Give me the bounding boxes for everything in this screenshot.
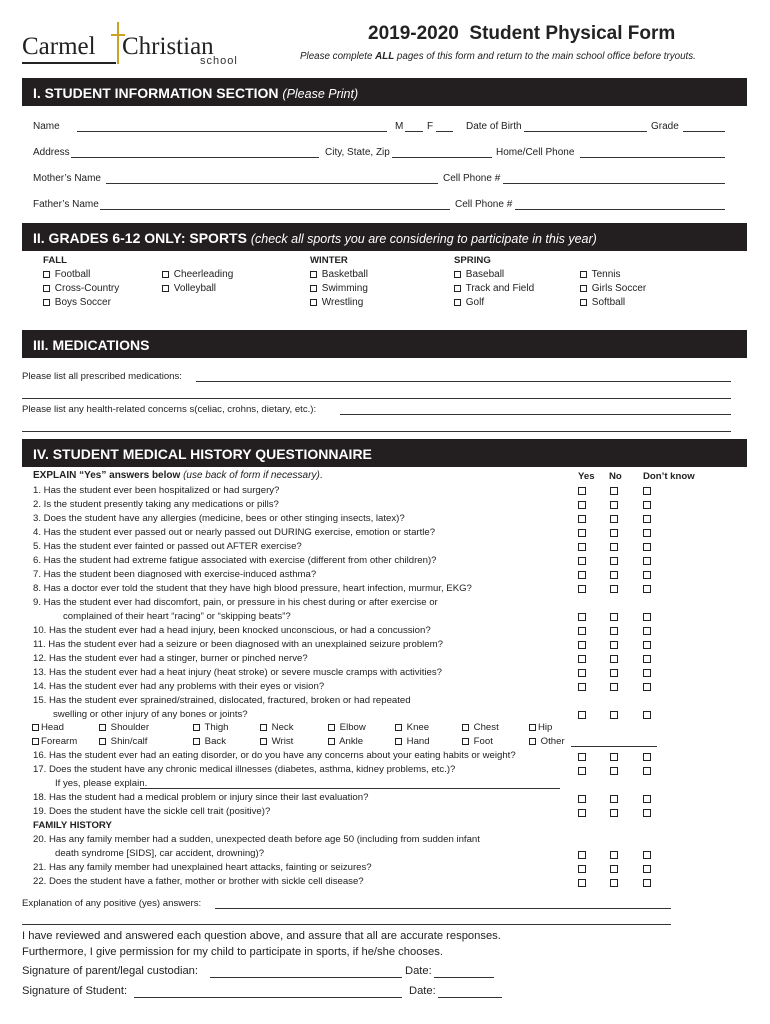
answer-yes-checkbox-21[interactable]	[578, 865, 586, 873]
answer-no-checkbox-14[interactable]	[610, 683, 618, 691]
answer-yes-checkbox-15[interactable]	[578, 711, 586, 719]
checkbox[interactable]	[310, 271, 317, 278]
sport-tennis[interactable]	[580, 269, 621, 280]
m-field[interactable]	[405, 131, 423, 132]
checkbox[interactable]	[580, 299, 587, 306]
section-2-note: (check all sports you are considering to participate in this year)	[250, 232, 597, 246]
explain-heading: EXPLAIN “Yes” answers below (use back of form if necessary).	[33, 470, 323, 481]
dob-field[interactable]	[524, 131, 647, 132]
medications-field[interactable]	[196, 381, 731, 382]
family-history-heading: FAMILY HISTORY	[33, 820, 112, 831]
answer-dont-know-checkbox-9[interactable]	[643, 613, 651, 621]
checkbox[interactable]	[454, 285, 461, 292]
section-3-title: III. MEDICATIONS	[33, 337, 150, 353]
bodypart-label: Other	[540, 736, 565, 747]
question-15: 15. Has the student ever sprained/strained, dislocated, fractured, broken or had repeated	[33, 695, 411, 706]
checkbox[interactable]	[32, 738, 39, 745]
subtitle-bold: ALL	[375, 51, 395, 62]
sport-baseball[interactable]	[454, 269, 504, 280]
sport-softball[interactable]	[580, 297, 625, 308]
answer-no-checkbox-13[interactable]	[610, 669, 618, 677]
answer-no-checkbox-3[interactable]	[610, 515, 618, 523]
bodypart-other[interactable]	[529, 736, 565, 747]
answer-no-checkbox-20[interactable]	[610, 851, 618, 859]
answer-no-checkbox-8[interactable]	[610, 585, 618, 593]
question-12: 12. Has the student ever had a stinger, burner or pinched nerve?	[33, 653, 308, 664]
question-17-explain: If yes, please explain.	[55, 778, 148, 789]
answer-dont-know-checkbox-18[interactable]	[643, 795, 651, 803]
answer-dont-know-checkbox-6[interactable]	[643, 557, 651, 565]
concerns-label: Please list any health-related concerns s(celiac, crohns, dietary, etc.):	[22, 404, 317, 415]
checkbox[interactable]	[328, 724, 335, 731]
sport-label: Tennis	[591, 269, 621, 280]
bodypart-label: Elbow	[339, 722, 366, 733]
medications-field-2[interactable]	[22, 398, 731, 399]
bodypart-forearm[interactable]	[32, 736, 77, 747]
checkbox[interactable]	[580, 285, 587, 292]
answer-no-checkbox-7[interactable]	[610, 571, 618, 579]
bodypart-back[interactable]	[193, 736, 226, 747]
sport-basketball[interactable]	[310, 269, 368, 280]
section-4-title: IV. STUDENT MEDICAL HISTORY QUESTIONNAIRE	[33, 446, 372, 462]
answer-no-checkbox-10[interactable]	[610, 627, 618, 635]
question-20-cont: death syndrome [SIDS], car accident, drowning)?	[55, 848, 265, 859]
question-20: 20. Has any family member had a sudden, unexpected death before age 50 (including from sudden infant	[33, 834, 480, 845]
section-1-header	[22, 78, 747, 106]
answer-yes-checkbox-9[interactable]	[578, 613, 586, 621]
answer-no-checkbox-16[interactable]	[610, 753, 618, 761]
mother-cell-field[interactable]	[503, 183, 725, 184]
answer-dont-know-checkbox-13[interactable]	[643, 669, 651, 677]
checkbox[interactable]	[162, 271, 169, 278]
answer-dont-know-checkbox-16[interactable]	[643, 753, 651, 761]
bodypart-label: Foot	[473, 736, 493, 747]
answer-dont-know-checkbox-4[interactable]	[643, 529, 651, 537]
answer-yes-checkbox-2[interactable]	[578, 501, 586, 509]
sport-golf[interactable]	[454, 297, 484, 308]
bodypart-head[interactable]	[32, 722, 64, 733]
answer-yes-checkbox-5[interactable]	[578, 543, 586, 551]
bodypart-shin-calf[interactable]	[99, 736, 147, 747]
sport-label: Softball	[591, 297, 626, 308]
answer-dont-know-checkbox-15[interactable]	[643, 711, 651, 719]
section-1-title: I. STUDENT INFORMATION SECTION	[33, 85, 279, 101]
checkbox[interactable]	[260, 738, 267, 745]
city-field[interactable]	[392, 157, 492, 158]
spring-heading: SPRING	[454, 255, 491, 266]
father-field[interactable]	[100, 209, 450, 210]
answer-dont-know-checkbox-22[interactable]	[643, 879, 651, 887]
answer-no-checkbox-19[interactable]	[610, 809, 618, 817]
sport-football[interactable]	[43, 269, 90, 280]
question-18: 18. Has the student had a medical problem or injury since their last evaluation?	[33, 792, 369, 803]
bodypart-hand[interactable]	[395, 736, 430, 747]
checkbox[interactable]	[454, 299, 461, 306]
sport-label: Golf	[465, 297, 485, 308]
answer-yes-checkbox-1[interactable]	[578, 487, 586, 495]
logo-underline	[22, 62, 116, 64]
bodypart-label: Ankle	[339, 736, 364, 747]
answer-dont-know-checkbox-14[interactable]	[643, 683, 651, 691]
checkbox[interactable]	[32, 724, 39, 731]
subtitle-pre: Please complete	[300, 51, 376, 62]
answer-yes-checkbox-4[interactable]	[578, 529, 586, 537]
bodypart-label: Shoulder	[110, 722, 150, 733]
sport-volleyball[interactable]	[162, 283, 216, 294]
question-11: 11. Has the student ever had a seizure or been diagnosed with an unexplained seizure problem?	[33, 639, 443, 650]
bodypart-label: Wrist	[271, 736, 294, 747]
answer-no-checkbox-21[interactable]	[610, 865, 618, 873]
sport-label: Cross-Country	[54, 283, 120, 294]
bodypart-label: Knee	[406, 722, 430, 733]
bodypart-label: Neck	[271, 722, 294, 733]
sport-cheerleading[interactable]	[162, 269, 233, 280]
parent-signature-label: Signature of parent/legal custodian:	[22, 965, 199, 977]
checkbox[interactable]	[43, 285, 50, 292]
parent-date-label: Date:	[405, 965, 432, 977]
bodypart-wrist[interactable]	[260, 736, 293, 747]
father-label: Father’s Name	[33, 199, 99, 210]
bodypart-label: Hip	[538, 722, 553, 733]
address-field[interactable]	[71, 157, 319, 158]
question-16: 16. Has the student ever had an eating disorder, or do you have any concerns about your eating habits or weight?	[33, 750, 516, 761]
bodypart-foot[interactable]	[462, 736, 493, 747]
bodypart-label: Thigh	[204, 722, 229, 733]
f-field[interactable]	[436, 131, 453, 132]
answer-yes-checkbox-18[interactable]	[578, 795, 586, 803]
name-field[interactable]	[77, 131, 387, 132]
bodypart-label: Forearm	[41, 736, 78, 747]
form-title: 2019-2020 Student Physical Form	[368, 23, 676, 44]
checkbox[interactable]	[462, 738, 469, 745]
bodypart-ankle[interactable]	[328, 736, 363, 747]
answer-dont-know-checkbox-21[interactable]	[643, 865, 651, 873]
sport-label: Cheerleading	[173, 269, 234, 280]
section-4-header	[22, 439, 747, 467]
q17-explain-field[interactable]	[140, 788, 560, 789]
student-date-label: Date:	[409, 985, 436, 997]
checkbox[interactable]	[529, 738, 536, 745]
dob-label: Date of Birth	[466, 121, 522, 132]
answer-yes-checkbox-3[interactable]	[578, 515, 586, 523]
mother-cell-label: Cell Phone #	[443, 173, 501, 184]
bodypart-elbow[interactable]	[328, 722, 366, 733]
explain-note: (use back of form if necessary)	[183, 470, 320, 481]
winter-heading: WINTER	[310, 255, 348, 266]
explanation-field[interactable]	[215, 908, 671, 909]
answer-yes-checkbox-11[interactable]	[578, 641, 586, 649]
answer-dont-know-checkbox-2[interactable]	[643, 501, 651, 509]
answer-dont-know-checkbox-17[interactable]	[643, 767, 651, 775]
checkbox[interactable]	[462, 724, 469, 731]
checkbox[interactable]	[43, 299, 50, 306]
grade-label: Grade	[651, 121, 679, 132]
city-label: City, State, Zip	[325, 147, 390, 158]
concerns-field[interactable]	[340, 414, 731, 415]
question-15-cont: swelling or other injury of any bones or joints?	[53, 709, 248, 720]
bodypart-chest[interactable]	[462, 722, 499, 733]
question-2: 2. Is the student presently taking any medications or pills?	[33, 499, 279, 510]
bodypart-label: Shin/calf	[110, 736, 148, 747]
answer-no-checkbox-22[interactable]	[610, 879, 618, 887]
answer-no-checkbox-17[interactable]	[610, 767, 618, 775]
sport-label: Wrestling	[321, 297, 364, 308]
phone-label: Home/Cell Phone	[496, 147, 575, 158]
section-2-title: II. GRADES 6-12 ONLY: SPORTS	[33, 230, 247, 246]
answer-no-checkbox-12[interactable]	[610, 655, 618, 663]
student-signature-field[interactable]	[134, 997, 402, 998]
answer-yes-checkbox-20[interactable]	[578, 851, 586, 859]
question-19: 19. Does the student have the sickle cell trait (positive)?	[33, 806, 271, 817]
answer-yes-checkbox-19[interactable]	[578, 809, 586, 817]
answer-no-checkbox-6[interactable]	[610, 557, 618, 565]
sport-boys-soccer[interactable]	[43, 297, 111, 308]
parent-signature-field[interactable]	[210, 977, 402, 978]
col-no: No	[609, 471, 622, 482]
answer-no-checkbox-4[interactable]	[610, 529, 618, 537]
answer-yes-checkbox-17[interactable]	[578, 767, 586, 775]
answer-yes-checkbox-10[interactable]	[578, 627, 586, 635]
f-label: F	[427, 121, 434, 132]
parent-date-field[interactable]	[434, 977, 494, 978]
bodypart-label: Hand	[406, 736, 430, 747]
section-3-header	[22, 330, 747, 358]
section-1-note: (Please Print)	[282, 87, 359, 101]
question-7: 7. Has the student been diagnosed with exercise-induced asthma?	[33, 569, 317, 580]
answer-dont-know-checkbox-11[interactable]	[643, 641, 651, 649]
other-field[interactable]	[571, 746, 657, 747]
col-yes: Yes	[578, 471, 595, 482]
answer-yes-checkbox-8[interactable]	[578, 585, 586, 593]
address-label: Address	[33, 147, 70, 158]
sport-girls-soccer[interactable]	[580, 283, 646, 294]
answer-no-checkbox-2[interactable]	[610, 501, 618, 509]
checkbox[interactable]	[43, 271, 50, 278]
answer-dont-know-checkbox-12[interactable]	[643, 655, 651, 663]
student-date-field[interactable]	[438, 997, 502, 998]
answer-no-checkbox-11[interactable]	[610, 641, 618, 649]
answer-dont-know-checkbox-20[interactable]	[643, 851, 651, 859]
checkbox[interactable]	[162, 285, 169, 292]
answer-dont-know-checkbox-10[interactable]	[643, 627, 651, 635]
answer-no-checkbox-1[interactable]	[610, 487, 618, 495]
logo-word-carmel: Carmel	[22, 33, 96, 60]
checkbox[interactable]	[395, 724, 402, 731]
question-17: 17. Does the student have any chronic medical illnesses (diabetes, asthma, kidney problems, etc.)?	[33, 764, 456, 775]
checkbox[interactable]	[99, 724, 106, 731]
bodypart-label: Chest	[473, 722, 499, 733]
sport-label: Girls Soccer	[591, 283, 647, 294]
attestation-1: I have reviewed and answered each question above, and assure that all are accurate responses.	[22, 930, 501, 942]
question-21: 21. Has any family member had unexplained heart attacks, fainting or seizures?	[33, 862, 372, 873]
checkbox[interactable]	[580, 271, 587, 278]
sport-label: Volleyball	[173, 283, 217, 294]
checkbox[interactable]	[328, 738, 335, 745]
answer-no-checkbox-5[interactable]	[610, 543, 618, 551]
bodypart-thigh[interactable]	[193, 722, 229, 733]
question-22: 22. Does the student have a father, mother or brother with sickle cell disease?	[33, 876, 364, 887]
answer-no-checkbox-15[interactable]	[610, 711, 618, 719]
sport-cross-country[interactable]	[43, 283, 119, 294]
question-5: 5. Has the student ever fainted or passed out AFTER exercise?	[33, 541, 302, 552]
sport-wrestling[interactable]	[310, 297, 363, 308]
answer-yes-checkbox-12[interactable]	[578, 655, 586, 663]
answer-dont-know-checkbox-19[interactable]	[643, 809, 651, 817]
checkbox[interactable]	[193, 724, 200, 731]
attestation-2: Furthermore, I give permission for my child to participate in sports, if he/she chooses.	[22, 946, 443, 958]
concerns-field-2[interactable]	[22, 431, 731, 432]
sport-label: Baseball	[465, 269, 505, 280]
father-cell-field[interactable]	[515, 209, 725, 210]
father-cell-label: Cell Phone #	[455, 199, 513, 210]
col-dont-know: Don’t know	[643, 471, 695, 482]
logo-word-christian: Christian	[122, 33, 214, 60]
answer-yes-checkbox-22[interactable]	[578, 879, 586, 887]
name-label: Name	[33, 121, 60, 132]
medications-label: Please list all prescribed medications:	[22, 371, 182, 382]
section-2-header	[22, 223, 747, 251]
question-4: 4. Has the student ever passed out or nearly passed out DURING exercise, emotion or startle?	[33, 527, 436, 538]
logo-cross-vertical	[117, 22, 119, 64]
answer-yes-checkbox-16[interactable]	[578, 753, 586, 761]
answer-yes-checkbox-7[interactable]	[578, 571, 586, 579]
question-9: 9. Has the student ever had discomfort, pain, or pressure in his chest during or after exercise or	[33, 597, 438, 608]
sport-track-and-field[interactable]	[454, 283, 534, 294]
checkbox[interactable]	[454, 271, 461, 278]
bodypart-label: Back	[204, 736, 227, 747]
logo-sub: school	[200, 55, 238, 67]
answer-yes-checkbox-6[interactable]	[578, 557, 586, 565]
bodypart-neck[interactable]	[260, 722, 294, 733]
form-subtitle	[300, 51, 696, 63]
sport-label: Football	[54, 269, 91, 280]
checkbox[interactable]	[395, 738, 402, 745]
checkbox[interactable]	[193, 738, 200, 745]
explanation-field-2[interactable]	[22, 924, 671, 925]
checkbox[interactable]	[260, 724, 267, 731]
grade-field[interactable]	[683, 131, 725, 132]
answer-dont-know-checkbox-3[interactable]	[643, 515, 651, 523]
question-9-cont: complained of their heart “racing” or “skipping beats”?	[63, 611, 291, 622]
explain-label: EXPLAIN “Yes” answers below	[33, 470, 181, 481]
answer-yes-checkbox-14[interactable]	[578, 683, 586, 691]
sport-label: Swimming	[321, 283, 368, 294]
question-3: 3. Does the student have any allergies (medicine, bees or other stinging insects, latex)?	[33, 513, 405, 524]
answer-dont-know-checkbox-7[interactable]	[643, 571, 651, 579]
bodypart-hip[interactable]	[529, 722, 552, 733]
answer-yes-checkbox-13[interactable]	[578, 669, 586, 677]
answer-dont-know-checkbox-1[interactable]	[643, 487, 651, 495]
sport-label: Track and Field	[465, 283, 535, 294]
subtitle-post: pages of this form and return to the main school office before tryouts.	[394, 51, 696, 62]
answer-no-checkbox-18[interactable]	[610, 795, 618, 803]
section-2-title-wrap	[33, 230, 597, 246]
question-8: 8. Has a doctor ever told the student that they have high blood pressure, heart infection, murmur, EKG?	[33, 583, 472, 594]
answer-no-checkbox-9[interactable]	[610, 613, 618, 621]
question-14: 14. Has the student ever had any problems with their eyes or vision?	[33, 681, 325, 692]
sport-swimming[interactable]	[310, 283, 368, 294]
sport-label: Boys Soccer	[54, 297, 111, 308]
checkbox[interactable]	[529, 724, 536, 731]
mother-field[interactable]	[106, 183, 438, 184]
student-signature-label: Signature of Student:	[22, 985, 128, 997]
bodypart-label: Head	[41, 722, 64, 733]
m-label: M	[395, 121, 404, 132]
fall-heading: FALL	[43, 255, 67, 266]
bodypart-knee[interactable]	[395, 722, 429, 733]
explanation-label: Explanation of any positive (yes) answers:	[22, 898, 202, 909]
checkbox[interactable]	[310, 285, 317, 292]
question-10: 10. Has the student ever had a head injury, been knocked unconscious, or had a concussion?	[33, 625, 431, 636]
question-1: 1. Has the student ever been hospitalized or had surgery?	[33, 485, 280, 496]
checkbox[interactable]	[310, 299, 317, 306]
checkbox[interactable]	[99, 738, 106, 745]
question-6: 6. Has the student had extreme fatigue associated with exercise (different from other children)?	[33, 555, 437, 566]
sport-label: Basketball	[321, 269, 368, 280]
phone-field[interactable]	[580, 157, 725, 158]
bodypart-shoulder[interactable]	[99, 722, 149, 733]
mother-label: Mother’s Name	[33, 173, 101, 184]
answer-dont-know-checkbox-5[interactable]	[643, 543, 651, 551]
section-1-title-wrap	[33, 85, 358, 101]
question-13: 13. Has the student ever had a heat injury (heat stroke) or severe muscle cramps with activities?	[33, 667, 442, 678]
answer-dont-know-checkbox-8[interactable]	[643, 585, 651, 593]
